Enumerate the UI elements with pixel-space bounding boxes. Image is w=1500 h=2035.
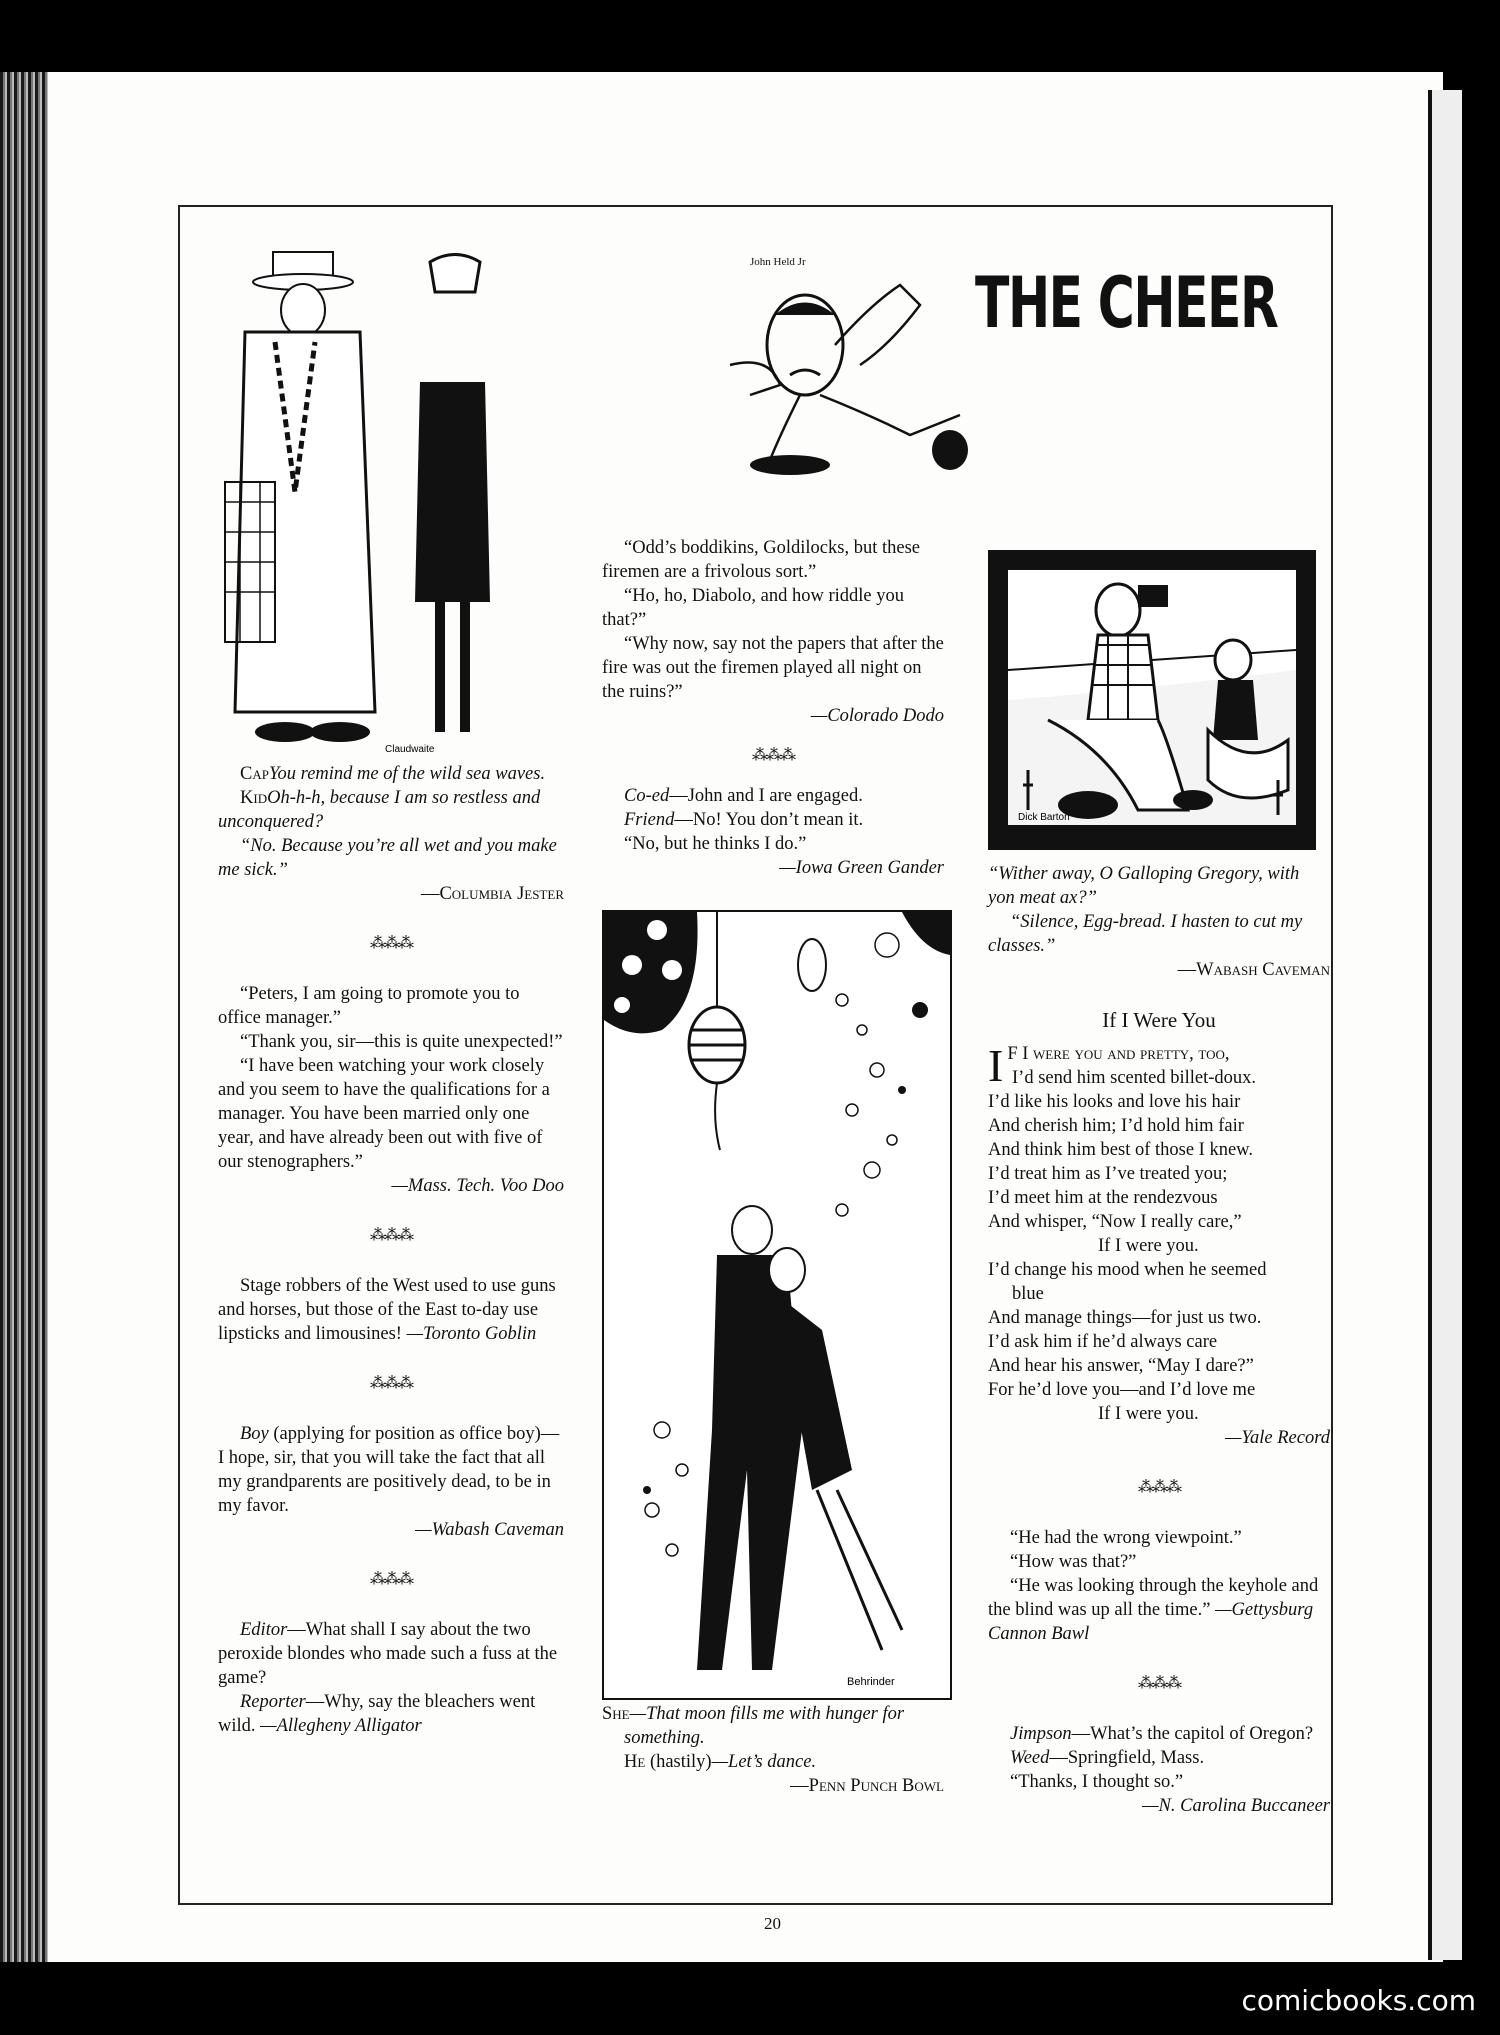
joke-line: Stage robbers of the West used to use guns and horses, but those of the East to-day use lipsticks and limousines! —Toronto Goblin [218,1276,556,1344]
poem-title: If I Were You [1102,1008,1216,1032]
joke-line: “He was looking through the keyhole and the blind was up all the time.” —Gettysburg Cannon Bawl [988,1576,1319,1644]
separator: ⁂⁂⁂ [370,1571,412,1588]
facing-page-edge [1428,90,1462,1960]
dance-illustration [602,910,952,1700]
source-credit: —Columbia Jester [420,884,564,904]
source-credit: —Wabash Caveman [1177,960,1330,980]
dance-caption: She—That moon fills me with hunger for something. He (hastily)—Let’s dance. —Penn Punch Bowl [602,1704,944,1796]
joke-line: “Why now, say not the papers that after the fire was out the firemen played all night on the ruins?” [602,634,944,702]
source-credit: —N. Carolina Buccaneer [1142,1796,1330,1816]
joke-line: Friend—No! You don’t mean it. [624,810,864,830]
separator: ⁂⁂⁂ [370,935,412,952]
column-1 [218,762,564,1738]
joke-line: Boy (applying for position as office boy)—I hope, sir, that you will take the fact that all my grandparents are positively dead, to be in my favor. [218,1424,560,1516]
joke-line: Editor—What shall I say about the two peroxide blondes who made such a fuss at the game? [218,1620,558,1688]
joke-line: “He had the wrong viewpoint.” [1010,1528,1242,1548]
artist-signature: Claudwaite [385,744,435,755]
source-credit: —Iowa Green Gander [779,858,944,878]
joke-line: “Peters, I am going to promote you to office manager.” [218,984,520,1028]
axe-cartoon [988,550,1316,850]
joke-line: Reporter—Why, say the bleachers went wild. —Allegheny Alligator [218,1692,536,1736]
couple-cartoon [215,232,515,757]
source-credit: —Yale Record [1224,1428,1330,1448]
page-title: THE CHEER [975,262,1278,344]
column-2 [602,536,944,880]
poem: If I Were You I F I were you and pretty, too, I’d send him scented billet-doux. I’d like his looks and love his hair And cherish him; I’d hold him fair And think him best of those I knew. I’d treat him as I’ve treated you; I’d meet him at the rendezvous And whisper, “Now I really care,” If I were you. I’d change his mood when he seemed blue And manage things—for just us two. I’d ask him if he’d always care And hear his answer, “May I dare?” For he’d love you—and I’d love me If I were you. —Yale Record [988,1008,1330,1448]
source-credit: —Penn Punch Bowl [790,1776,944,1796]
watermark: comicbooks.com [1241,1984,1476,2017]
joke-line: Co-ed—John and I are engaged. [624,786,863,806]
separator: ⁂⁂⁂ [370,1375,412,1392]
joke-line: Weed—Springfield, Mass. [1010,1748,1205,1768]
caption-line: “Silence, Egg-bread. I hasten to cut my classes.” [988,912,1303,956]
caption-line: “Wither away, O Galloping Gregory, with yon meat ax?” [988,864,1300,908]
column-3 [988,862,1330,1818]
artist-signature: Dick Barton [1018,812,1070,823]
header-illustration [710,245,980,485]
caption-line: “No. Because you’re all wet and you make me sick.” [218,836,557,880]
joke-line: Jimpson—What’s the capitol of Oregon? [1010,1724,1314,1744]
joke-line: “Thank you, sir—this is quite unexpected!” [240,1032,563,1052]
source-credit: —Mass. Tech. Voo Doo [391,1176,564,1196]
joke-line: “Odd’s boddikins, Goldilocks, but these firemen are a frivolous sort.” [602,538,920,582]
separator: ⁂⁂⁂ [1138,1675,1180,1692]
source-credit: —Wabash Caveman [415,1520,564,1540]
page-number: 20 [764,1914,781,1933]
artist-signature: Behrinder [847,1676,895,1688]
separator: ⁂⁂⁂ [1138,1479,1180,1496]
joke-line: “I have been watching your work closely and you seem to have the qualifications for a manager. You have been married only one year, and have already been out with five of our stenographers.” [218,1056,550,1172]
joke-line: “Ho, ho, Diabolo, and how riddle you that?” [602,586,905,630]
joke-line: “Thanks, I thought so.” [1010,1772,1184,1792]
drop-cap: I [988,1040,1004,1091]
separator: ⁂⁂⁂ [752,747,794,764]
source-credit: —Colorado Dodo [810,706,944,726]
caption-line: CapYou remind me of the wild sea waves. [240,764,546,784]
svg-text:John Held Jr: John Held Jr [750,256,806,268]
separator: ⁂⁂⁂ [370,1227,412,1244]
caption-line: KidOh-h-h, because I am so restless and unconquered? [218,788,541,832]
joke-line: “No, but he thinks I do.” [624,834,807,854]
joke-line: “How was that?” [1010,1552,1137,1572]
